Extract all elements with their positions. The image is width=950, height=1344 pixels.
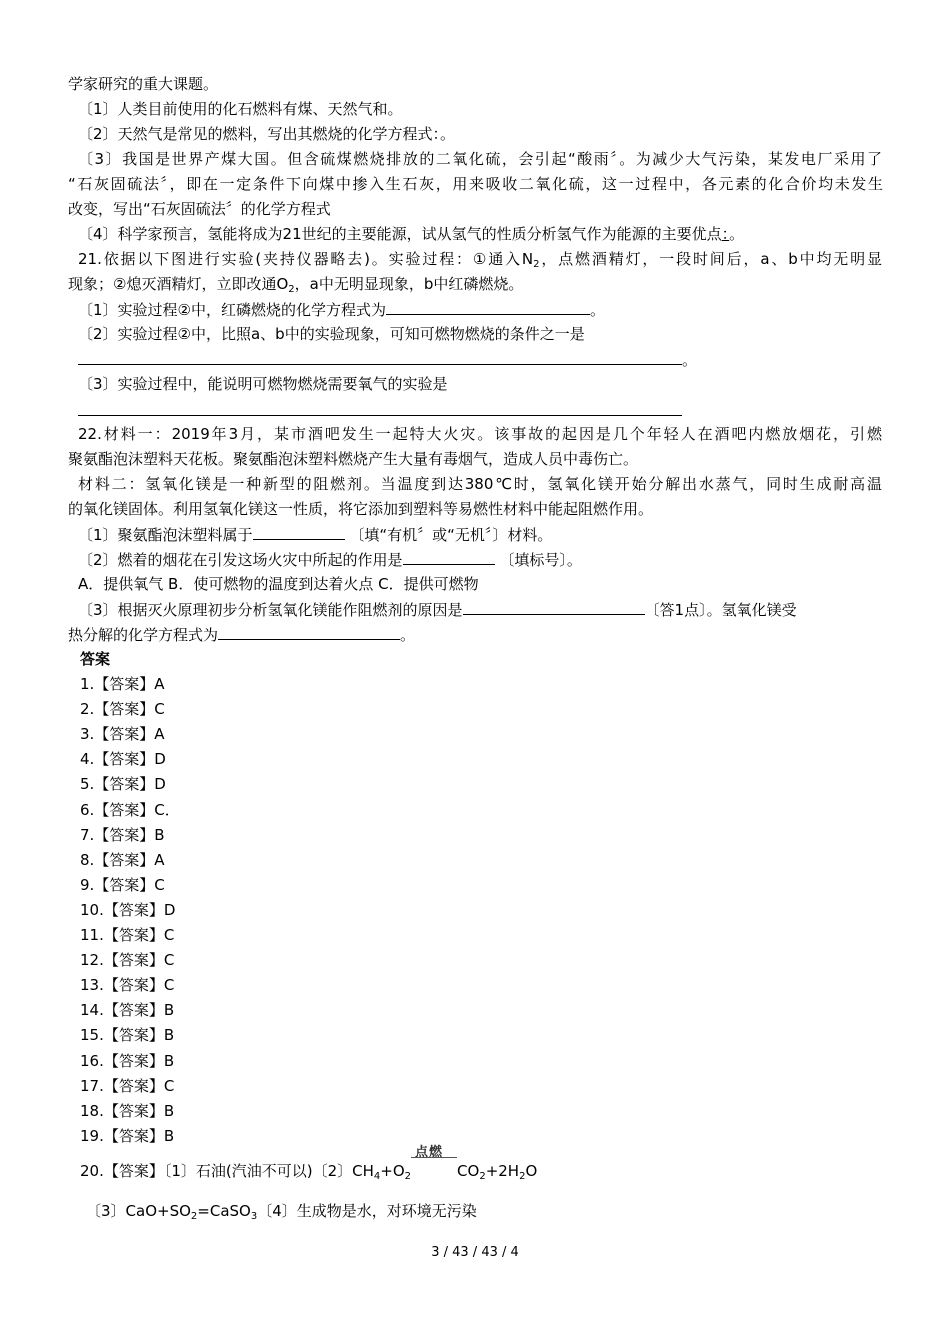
q22-options: A．提供氧气 B．使可燃物的温度到达着火点 C．提供可燃物 bbox=[78, 575, 479, 593]
q22-sub2: 〔2〕燃着的烟花在引发这场火灾中所起的作用是 〔填标号〕。 bbox=[78, 548, 893, 571]
q20-part2: 〔2〕天然气是常见的燃料，写出其燃烧的化学方程式：。 bbox=[78, 125, 456, 143]
answer-item: 3.【答案】A bbox=[80, 725, 165, 744]
q22-material1-line2: 聚氨酯泡沫塑料天花板。聚氨酯泡沫塑料燃烧产生大量有毒烟气，造成人员中毒伤亡。 bbox=[68, 450, 639, 468]
answer-blank[interactable] bbox=[403, 548, 495, 565]
answer-item: 8.【答案】A bbox=[80, 850, 165, 869]
answers-heading: 答案 bbox=[80, 650, 111, 668]
answer-item: 13.【答案】C bbox=[80, 976, 175, 995]
answer-blank[interactable] bbox=[386, 298, 590, 315]
q22-material1-line1: 22.材料一：2019年3月，某市酒吧发生一起特大火灾。该事故的起因是几个年轻人在酒吧内燃放烟花，引燃 bbox=[78, 425, 882, 443]
intro-line: 学家研究的重大课题。 bbox=[68, 75, 219, 93]
q20-part3-line3: 改变，写出“石灰固硫法〞的化学方程式 bbox=[68, 200, 331, 218]
q21-sub3: 〔3〕实验过程中，能说明可燃物燃烧需要氧气的实验是 bbox=[78, 375, 448, 393]
q21-sub2: 〔2〕实验过程②中，比照a、b中的实验现象，可知可燃物燃烧的条件之一是 bbox=[78, 325, 585, 343]
reaction-condition: 点燃 bbox=[411, 1160, 457, 1182]
answer-item: 9.【答案】C bbox=[80, 875, 165, 894]
q22-sub3-line1: 〔3〕根据灭火原理初步分析氢氧化镁能作阻燃剂的原因是 〔答1点〕。氢氧化镁受 bbox=[78, 598, 882, 621]
answer-20-line2: 〔3〕$CaO+SO_2=CaSO_3$〔4〕生成物是水，对环境无污染 bbox=[86, 1202, 477, 1222]
q21-sub1: 〔1〕实验过程②中，红磷燃烧的化学方程式为 。 bbox=[78, 298, 893, 321]
answer-item: 14.【答案】B bbox=[80, 1001, 175, 1020]
answer-item: 7.【答案】B bbox=[80, 825, 165, 844]
q20-part3-line1: 〔3〕我国是世界产煤大国。但含硫煤燃烧排放的二氧化硫，会引起“酸雨〞。为减少大气污染，某发电厂采用了 bbox=[78, 150, 882, 168]
answer-item: 6.【答案】C． bbox=[80, 800, 180, 819]
answer-item: 2.【答案】C bbox=[80, 700, 165, 719]
q22-sub1: 〔1〕聚氨酯泡沫塑料属于 〔填“有机〞或“无机〞〕材料。 bbox=[78, 523, 893, 546]
q21-stem-line1: 21.依据以下图进行实验(夹持仪器略去)。实验过程：①通入$N_2$，点燃酒精灯，一段时间后，a、b中均无明显 bbox=[78, 250, 882, 270]
q22-material2-line1: 材料二：氢氧化镁是一种新型的阻燃剂。当温度到达380℃时，氢氧化镁开始分解出水蒸气，同时生成耐高温 bbox=[78, 475, 882, 493]
answer-item: 15.【答案】B bbox=[80, 1026, 175, 1045]
answer-item: 19.【答案】B bbox=[80, 1126, 175, 1145]
answer-item: 4.【答案】D bbox=[80, 750, 166, 769]
answer-item: 10.【答案】D bbox=[80, 900, 176, 919]
answer-item: 18.【答案】B bbox=[80, 1101, 175, 1120]
answer-item: 5.【答案】D bbox=[80, 775, 166, 794]
answer-item: 1.【答案】A bbox=[80, 675, 165, 693]
page-number-footer: 3 / 43 / 43 / 4 bbox=[431, 1245, 519, 1260]
answer-blank[interactable] bbox=[253, 523, 345, 540]
answer-blank[interactable] bbox=[78, 348, 682, 365]
q22-sub3-line2: 热分解的化学方程式为 。 bbox=[68, 623, 883, 646]
q21-stem-line2: 现象；②熄灭酒精灯，立即改通$O_2$，a中无明显现象，b中红磷燃烧。 bbox=[68, 275, 524, 295]
q21-sub2-blank-line: 。 bbox=[78, 348, 893, 371]
q20-part4: 〔4〕科学家预言，氢能将成为21世纪的主要能源，试从氢气的性质分析氢气作为能源的主要优点：。 bbox=[78, 225, 745, 243]
answer-item: 11.【答案】C bbox=[80, 926, 175, 944]
answer-item: 17.【答案】C bbox=[80, 1076, 175, 1095]
answer-blank[interactable] bbox=[463, 598, 645, 615]
answer-item: 16.【答案】B bbox=[80, 1051, 175, 1070]
answer-item: 12.【答案】C bbox=[80, 951, 175, 970]
q22-material2-line2: 的氧化镁固体。利用氢氧化镁这一性质，将它添加到塑料等易燃性材料中能起阻燃作用。 bbox=[68, 500, 654, 518]
q21-sub3-answer-rule[interactable] bbox=[78, 415, 682, 416]
q20-part3-line2: “石灰固硫法〞，即在一定条件下向煤中掺入生石灰，用来吸收二氧化硫，这一过程中，各元素的化合价均未发生 bbox=[68, 175, 883, 193]
q20-part1: 〔1〕人类目前使用的化石燃料有煤、天然气和。 bbox=[78, 100, 403, 118]
answer-blank[interactable] bbox=[218, 623, 400, 640]
answer-20-line1: 20.【答案】〔1〕石油(汽油不可以)〔2〕$CH_4+O_2$ 点燃 $CO_2+2H_2O$ bbox=[80, 1145, 538, 1182]
